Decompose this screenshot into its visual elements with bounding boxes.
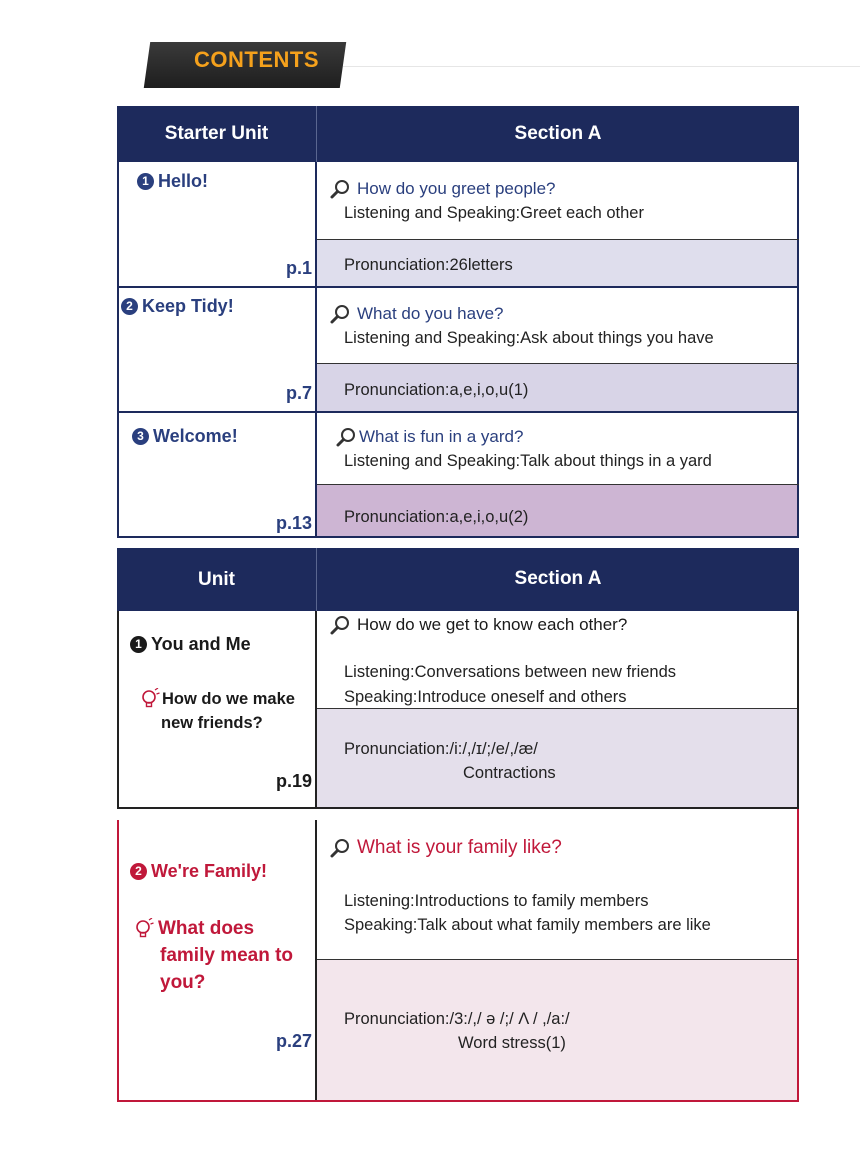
unit-2-speaking: Speaking:Talk about what family members are like (344, 916, 711, 934)
magnifier-icon (329, 837, 351, 859)
starter-row-divider-1 (117, 286, 799, 288)
lightbulb-icon (134, 918, 154, 940)
number-badge-1: 1 (137, 173, 154, 190)
unit-2-bottom-border (117, 1100, 799, 1102)
starter-header-right: Section A (514, 123, 602, 144)
number-badge-unit-1: 1 (130, 636, 147, 653)
starter-unit-1-title (137, 171, 208, 192)
starter-unit-1-skill: Listening and Speaking:Greet each other (344, 204, 644, 222)
starter-unit-2-question: What do you have? (357, 304, 504, 323)
unit-2-pronunciation-2: Word stress(1) (458, 1034, 566, 1052)
unit-2-question: What is your family like? (357, 837, 562, 858)
unit-1-inner-line (317, 708, 797, 709)
unit-2-inner-line (317, 959, 798, 960)
unit-1-bottom-border (117, 807, 799, 809)
magnifier-icon (329, 178, 351, 200)
unit-header-right: Section A (514, 568, 602, 589)
lightbulb-icon (140, 688, 160, 710)
starter-unit-2-pronunciation: Pronunciation:a,e,i,o,u(1) (344, 381, 529, 399)
starter-unit-2-question-row (329, 303, 503, 325)
starter-unit-3-skill: Listening and Speaking:Talk about things in a yard (344, 452, 712, 470)
starter-inner-line-3 (317, 484, 799, 485)
starter-unit-3-pronunciation: Pronunciation:a,e,i,o,u(2) (344, 508, 529, 526)
unit-1-big-question-row (140, 688, 295, 710)
unit-1-right-border (797, 611, 799, 809)
unit-2-big-question-1: What does (158, 918, 255, 939)
unit-2-big-question-2: family mean to (160, 945, 294, 966)
starter-unit-3-name: Welcome! (153, 426, 238, 446)
starter-mid-border (315, 162, 317, 538)
unit-1-question: How do we get to know each other? (357, 615, 628, 634)
starter-unit-3-question: What is fun in a yard? (359, 427, 524, 446)
magnifier-icon (335, 426, 357, 448)
unit-header-left: Unit (198, 569, 235, 590)
number-badge-3: 3 (132, 428, 149, 445)
unit-1-big-question-1: How do we make (162, 689, 295, 708)
unit-1-title (130, 634, 251, 655)
starter-unit-1-pronunciation: Pronunciation:26letters (344, 256, 513, 274)
starter-left-border (117, 162, 119, 538)
unit-2-big-question-3: you? (160, 972, 206, 993)
magnifier-icon (329, 303, 351, 325)
unit-1-listening: Listening:Conversations between new friends (344, 663, 677, 681)
starter-inner-line-2 (317, 363, 799, 364)
number-badge-2: 2 (121, 298, 138, 315)
magnifier-icon (329, 614, 351, 636)
starter-unit-3-page: p.13 (276, 513, 313, 533)
number-badge-unit-2: 2 (130, 863, 147, 880)
starter-row-divider-2 (117, 411, 799, 413)
unit-1-pronunciation: Pronunciation:/i:/,/ɪ/;/e/,/æ/ (344, 740, 538, 758)
unit-2-pronunciation: Pronunciation:/3:/,/ ə /;/ Λ / ,/a:/ (344, 1010, 570, 1028)
starter-unit-3-title (132, 426, 238, 447)
unit-1-left-border (117, 611, 119, 809)
starter-unit-1-question-row (329, 178, 555, 200)
starter-inner-line-1 (317, 239, 799, 240)
unit-2-question-row (329, 837, 562, 859)
starter-unit-1-name: Hello! (158, 171, 209, 191)
unit-2-title (130, 861, 267, 882)
unit-1-page: p.19 (276, 771, 313, 791)
starter-unit-3-question-row (335, 426, 523, 448)
unit-2-page: p.27 (276, 1031, 313, 1051)
starter-unit-2-name: Keep Tidy! (142, 296, 234, 316)
unit-1-question-row (329, 614, 627, 636)
starter-unit-1-page: p.1 (286, 258, 313, 278)
starter-header-left: Starter Unit (164, 123, 269, 144)
unit-1-mid-border (315, 611, 317, 809)
contents-title: CONTENTS (194, 47, 319, 72)
starter-unit-2-skill: Listening and Speaking:Ask about things you have (344, 329, 714, 347)
unit-1-name: You and Me (151, 634, 251, 654)
starter-unit-1-question: How do you greet people? (357, 179, 556, 198)
unit-1-big-question-2: new friends? (161, 714, 263, 732)
starter-unit-2-page: p.7 (286, 383, 313, 403)
unit-1-speaking: Speaking:Introduce oneself and others (344, 688, 627, 706)
unit-2-right-border (797, 809, 799, 1102)
starter-bottom-border (117, 536, 799, 538)
starter-unit-2-title (121, 296, 234, 317)
unit-2-left-border (117, 820, 119, 1102)
unit-1-pronunciation-2: Contractions (463, 764, 556, 782)
top-rule (343, 66, 860, 67)
unit-2-name: We're Family! (151, 861, 267, 881)
unit-2-mid-border (315, 820, 317, 1102)
unit-2-pron-box (317, 960, 798, 1100)
unit-2-listening: Listening:Introductions to family members (344, 892, 649, 910)
unit-2-big-question-row (134, 918, 254, 940)
starter-right-border (797, 162, 799, 538)
